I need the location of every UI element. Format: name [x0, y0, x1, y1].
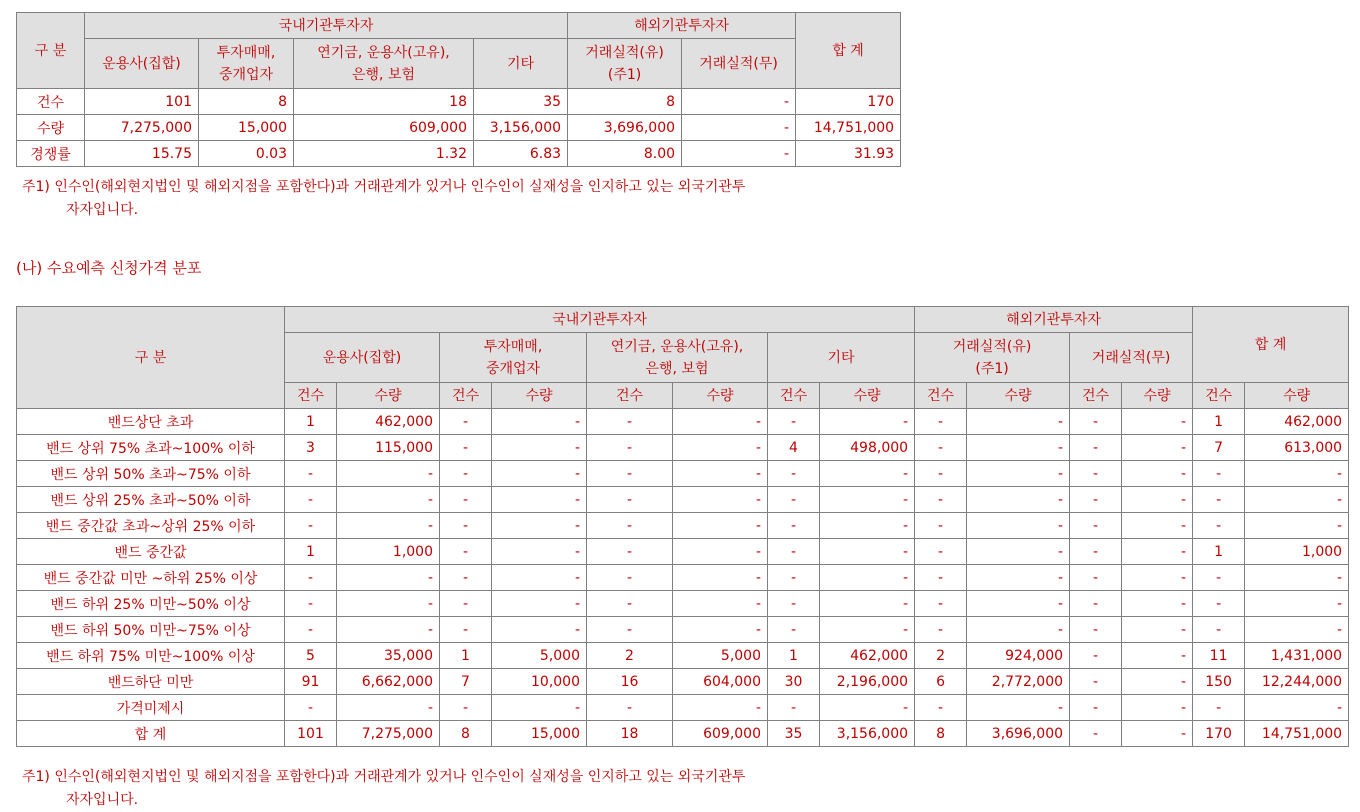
- table-cell: -: [673, 461, 768, 487]
- table-cell: -: [337, 695, 440, 721]
- table-cell: -: [1245, 695, 1349, 721]
- table-cell: 31.93: [796, 141, 901, 167]
- table-row: [17, 115, 901, 141]
- section-title: (나) 수요예측 신청가격 분포: [16, 259, 202, 277]
- table-cell: -: [1070, 695, 1122, 721]
- column-header: 운용사(집합): [285, 333, 440, 383]
- column-header: 기타: [474, 39, 568, 89]
- header-domestic: 국내기관투자자: [85, 13, 568, 39]
- table-cell: 5,000: [492, 643, 587, 669]
- table-cell: -: [820, 565, 915, 591]
- table-cell: -: [673, 617, 768, 643]
- table-row: [17, 695, 1349, 721]
- table-cell: -: [1193, 461, 1245, 487]
- table-cell: -: [673, 409, 768, 435]
- table-cell: -: [1245, 565, 1349, 591]
- table-cell: 15,000: [492, 721, 587, 747]
- table-cell: -: [285, 487, 337, 513]
- table-row: [17, 591, 1349, 617]
- table-cell: 15.75: [85, 141, 199, 167]
- table-cell: -: [285, 695, 337, 721]
- table-cell: -: [1245, 591, 1349, 617]
- table-cell: 12,244,000: [1245, 669, 1349, 695]
- subheader-qty: 수량: [337, 383, 440, 409]
- table-row: [17, 643, 1349, 669]
- table-cell: -: [587, 695, 673, 721]
- table-cell: -: [1070, 435, 1122, 461]
- table-cell: -: [1193, 591, 1245, 617]
- table-cell: -: [492, 617, 587, 643]
- header-foreign: 해외기관투자자: [915, 307, 1193, 333]
- table-cell: 1: [1193, 539, 1245, 565]
- header-total: 합 계: [1193, 307, 1349, 383]
- table-row: [17, 435, 1349, 461]
- table-cell: 462,000: [337, 409, 440, 435]
- table-cell: 16: [587, 669, 673, 695]
- table-cell: 35,000: [337, 643, 440, 669]
- table-cell: 609,000: [294, 115, 474, 141]
- table-cell: -: [967, 409, 1070, 435]
- table-cell: -: [440, 695, 492, 721]
- subheader-qty: 수량: [820, 383, 915, 409]
- table-cell: 613,000: [1245, 435, 1349, 461]
- row-label: 밴드 중간값 초과~상위 25% 이하: [17, 513, 285, 539]
- table-cell: -: [492, 513, 587, 539]
- table-cell: -: [967, 591, 1070, 617]
- row-label: 건수: [17, 89, 85, 115]
- table-cell: 609,000: [673, 721, 768, 747]
- table-cell: 30: [768, 669, 820, 695]
- table-cell: -: [1122, 539, 1193, 565]
- table-cell: -: [768, 565, 820, 591]
- row-label: 밴드상단 초과: [17, 409, 285, 435]
- table-cell: 115,000: [337, 435, 440, 461]
- table-cell: 3,156,000: [474, 115, 568, 141]
- table-cell: 1: [440, 643, 492, 669]
- table-cell: -: [820, 591, 915, 617]
- table-cell: 2: [587, 643, 673, 669]
- table-cell: -: [682, 115, 796, 141]
- table-cell: 0.03: [199, 141, 294, 167]
- table-cell: -: [337, 513, 440, 539]
- table-cell: 6,662,000: [337, 669, 440, 695]
- subheader-count: 건수: [915, 383, 967, 409]
- table-cell: 2,196,000: [820, 669, 915, 695]
- column-header: 거래실적(유) (주1): [568, 39, 682, 89]
- footnote-1-line2: 자자입니다.: [66, 202, 139, 218]
- table-cell: 150: [1193, 669, 1245, 695]
- table-cell: -: [1070, 669, 1122, 695]
- row-label: 밴드하단 미만: [17, 669, 285, 695]
- table-cell: 101: [85, 89, 199, 115]
- table-row: [17, 487, 1349, 513]
- table-cell: -: [967, 695, 1070, 721]
- table-cell: -: [967, 617, 1070, 643]
- table-row: [17, 669, 1349, 695]
- table-cell: 8.00: [568, 141, 682, 167]
- table-cell: 170: [796, 89, 901, 115]
- table-cell: -: [820, 617, 915, 643]
- header-gubun: 구 분: [17, 307, 285, 409]
- table-cell: -: [1193, 617, 1245, 643]
- table-cell: -: [967, 461, 1070, 487]
- table-cell: -: [492, 461, 587, 487]
- subheader-count: 건수: [1193, 383, 1245, 409]
- table-cell: 5,000: [673, 643, 768, 669]
- table-cell: -: [1070, 513, 1122, 539]
- table-cell: -: [492, 565, 587, 591]
- price-distribution-table: [16, 306, 1349, 747]
- column-header: 거래실적(무): [1070, 333, 1193, 383]
- table-cell: -: [1122, 721, 1193, 747]
- table-row: [17, 89, 901, 115]
- table-cell: 2,772,000: [967, 669, 1070, 695]
- column-header: 거래실적(무): [682, 39, 796, 89]
- footnote-1-line1: 주1) 인수인(해외현지법인 및 해외지점을 포함한다)과 거래관계가 있거나 인수인이 실재성을 인지하고 있는 외국기관투: [22, 179, 746, 195]
- table-cell: -: [285, 513, 337, 539]
- table-cell: -: [492, 409, 587, 435]
- table-cell: -: [682, 89, 796, 115]
- table-cell: -: [337, 591, 440, 617]
- row-label: 합 계: [17, 721, 285, 747]
- table-row: [17, 409, 1349, 435]
- row-label: 밴드 중간값 미만 ~하위 25% 이상: [17, 565, 285, 591]
- table-cell: 14,751,000: [1245, 721, 1349, 747]
- table-cell: 170: [1193, 721, 1245, 747]
- row-label: 밴드 상위 25% 초과~50% 이하: [17, 487, 285, 513]
- column-header: 투자매매, 중개업자: [440, 333, 587, 383]
- table-cell: 2: [915, 643, 967, 669]
- table-cell: -: [768, 617, 820, 643]
- table-cell: -: [440, 435, 492, 461]
- column-header: 기타: [768, 333, 915, 383]
- table-cell: 18: [294, 89, 474, 115]
- table-cell: -: [682, 141, 796, 167]
- table-cell: -: [492, 591, 587, 617]
- row-label: 밴드 하위 50% 미만~75% 이상: [17, 617, 285, 643]
- table-row: [17, 513, 1349, 539]
- table-cell: -: [1070, 409, 1122, 435]
- table-cell: -: [673, 513, 768, 539]
- table-cell: -: [440, 617, 492, 643]
- table-cell: -: [967, 487, 1070, 513]
- table-cell: -: [915, 617, 967, 643]
- subheader-qty: 수량: [1122, 383, 1193, 409]
- table-cell: 462,000: [820, 643, 915, 669]
- table-cell: 8: [440, 721, 492, 747]
- table-cell: 924,000: [967, 643, 1070, 669]
- table-cell: -: [587, 591, 673, 617]
- column-header: 연기금, 운용사(고유), 은행, 보험: [587, 333, 768, 383]
- table-cell: -: [1122, 617, 1193, 643]
- table-cell: -: [915, 461, 967, 487]
- table-cell: -: [285, 565, 337, 591]
- row-label: 밴드 중간값: [17, 539, 285, 565]
- table-cell: -: [967, 539, 1070, 565]
- table-cell: -: [492, 487, 587, 513]
- table-cell: 35: [474, 89, 568, 115]
- table-cell: 10,000: [492, 669, 587, 695]
- table-cell: -: [1122, 591, 1193, 617]
- table-cell: -: [285, 591, 337, 617]
- table-cell: -: [440, 565, 492, 591]
- table-cell: -: [673, 695, 768, 721]
- table-cell: -: [768, 409, 820, 435]
- subheader-qty: 수량: [967, 383, 1070, 409]
- table-cell: 35: [768, 721, 820, 747]
- table-cell: -: [915, 435, 967, 461]
- table-cell: 11: [1193, 643, 1245, 669]
- table-cell: -: [587, 565, 673, 591]
- subheader-count: 건수: [587, 383, 673, 409]
- footnote-1: [22, 176, 902, 222]
- table-cell: -: [915, 695, 967, 721]
- table-cell: -: [337, 565, 440, 591]
- table-cell: 8: [568, 89, 682, 115]
- table-cell: -: [673, 487, 768, 513]
- row-label: 가격미제시: [17, 695, 285, 721]
- table-cell: -: [768, 513, 820, 539]
- subheader-count: 건수: [768, 383, 820, 409]
- table-cell: 6.83: [474, 141, 568, 167]
- subheader-count: 건수: [1070, 383, 1122, 409]
- table-cell: -: [915, 487, 967, 513]
- table-cell: -: [1122, 669, 1193, 695]
- table-cell: 7,275,000: [85, 115, 199, 141]
- table-cell: -: [440, 461, 492, 487]
- table-cell: 3,696,000: [967, 721, 1070, 747]
- table-cell: -: [285, 461, 337, 487]
- table-cell: -: [1070, 643, 1122, 669]
- table-cell: -: [915, 565, 967, 591]
- table-cell: -: [915, 539, 967, 565]
- table-cell: 3: [285, 435, 337, 461]
- table-cell: -: [915, 513, 967, 539]
- table-cell: 3,696,000: [568, 115, 682, 141]
- table-cell: -: [337, 487, 440, 513]
- footnote-2-line2: 자자입니다.: [66, 792, 139, 808]
- table-cell: -: [673, 591, 768, 617]
- table-cell: -: [1245, 461, 1349, 487]
- table-cell: -: [820, 461, 915, 487]
- table-cell: 1: [768, 643, 820, 669]
- table-cell: -: [440, 409, 492, 435]
- table-cell: -: [1245, 487, 1349, 513]
- table-cell: -: [587, 487, 673, 513]
- table-cell: -: [915, 591, 967, 617]
- table-cell: -: [1193, 565, 1245, 591]
- table-cell: -: [1122, 513, 1193, 539]
- table-cell: 498,000: [820, 435, 915, 461]
- table-cell: -: [1122, 435, 1193, 461]
- table-cell: -: [492, 435, 587, 461]
- table-cell: -: [285, 617, 337, 643]
- table-cell: -: [768, 695, 820, 721]
- table-cell: -: [768, 539, 820, 565]
- subheader-qty: 수량: [673, 383, 768, 409]
- table-row: [17, 617, 1349, 643]
- table-cell: 1: [285, 409, 337, 435]
- table-cell: 101: [285, 721, 337, 747]
- table-cell: -: [820, 539, 915, 565]
- table-cell: 462,000: [1245, 409, 1349, 435]
- table-cell: -: [587, 539, 673, 565]
- table-cell: 1,431,000: [1245, 643, 1349, 669]
- table-cell: -: [1193, 487, 1245, 513]
- footnote-2-line1: 주1) 인수인(해외현지법인 및 해외지점을 포함한다)과 거래관계가 있거나 인수인이 실재성을 인지하고 있는 외국기관투: [22, 769, 746, 785]
- table-cell: 1: [1193, 409, 1245, 435]
- table-cell: -: [587, 435, 673, 461]
- table-cell: 7,275,000: [337, 721, 440, 747]
- table-cell: -: [820, 513, 915, 539]
- table-cell: -: [768, 591, 820, 617]
- table-cell: 18: [587, 721, 673, 747]
- table-row: [17, 141, 901, 167]
- table-row: [17, 539, 1349, 565]
- header-foreign: 해외기관투자자: [568, 13, 796, 39]
- subheader-qty: 수량: [1245, 383, 1349, 409]
- table-cell: -: [967, 513, 1070, 539]
- table-cell: -: [820, 487, 915, 513]
- row-label: 밴드 상위 50% 초과~75% 이하: [17, 461, 285, 487]
- table-cell: -: [967, 565, 1070, 591]
- table-cell: 91: [285, 669, 337, 695]
- table-cell: -: [1122, 487, 1193, 513]
- table-cell: 15,000: [199, 115, 294, 141]
- table-cell: -: [673, 565, 768, 591]
- table-cell: -: [587, 461, 673, 487]
- column-header: 운용사(집합): [85, 39, 199, 89]
- table-cell: -: [1070, 721, 1122, 747]
- table-cell: -: [1245, 617, 1349, 643]
- table-cell: 4: [768, 435, 820, 461]
- row-label: 밴드 하위 75% 미만~100% 이상: [17, 643, 285, 669]
- header-gubun: 구 분: [17, 13, 85, 89]
- table-row: [17, 461, 1349, 487]
- subheader-count: 건수: [285, 383, 337, 409]
- column-header: 거래실적(유) (주1): [915, 333, 1070, 383]
- table-cell: -: [1070, 617, 1122, 643]
- table-cell: -: [1070, 487, 1122, 513]
- subheader-qty: 수량: [492, 383, 587, 409]
- table-cell: -: [1245, 513, 1349, 539]
- column-header: 연기금, 운용사(고유), 은행, 보험: [294, 39, 474, 89]
- row-label: 경쟁률: [17, 141, 85, 167]
- table-row: [17, 721, 1349, 747]
- table-cell: 7: [1193, 435, 1245, 461]
- table-cell: -: [587, 513, 673, 539]
- table-cell: -: [1070, 565, 1122, 591]
- table-cell: -: [337, 461, 440, 487]
- table-cell: -: [673, 435, 768, 461]
- table-cell: -: [440, 539, 492, 565]
- table-cell: 3,156,000: [820, 721, 915, 747]
- table-cell: -: [1122, 461, 1193, 487]
- table-cell: -: [768, 461, 820, 487]
- table-cell: -: [1070, 461, 1122, 487]
- row-label: 밴드 상위 75% 초과~100% 이하: [17, 435, 285, 461]
- table-cell: -: [1122, 695, 1193, 721]
- table-cell: -: [1070, 591, 1122, 617]
- table-cell: -: [1122, 565, 1193, 591]
- table-cell: 5: [285, 643, 337, 669]
- table-cell: -: [673, 539, 768, 565]
- table-cell: 1,000: [1245, 539, 1349, 565]
- table-cell: 1: [285, 539, 337, 565]
- competition-summary-table: [16, 12, 901, 167]
- table-cell: -: [1193, 513, 1245, 539]
- table-cell: -: [1193, 695, 1245, 721]
- table-cell: 7: [440, 669, 492, 695]
- table-cell: -: [1070, 539, 1122, 565]
- table-cell: -: [587, 617, 673, 643]
- table-row: [17, 565, 1349, 591]
- row-label: 수량: [17, 115, 85, 141]
- table-cell: 14,751,000: [796, 115, 901, 141]
- table-cell: 1,000: [337, 539, 440, 565]
- table-cell: -: [820, 409, 915, 435]
- column-header: 투자매매, 중개업자: [199, 39, 294, 89]
- table-cell: -: [492, 695, 587, 721]
- table-cell: -: [337, 617, 440, 643]
- subheader-count: 건수: [440, 383, 492, 409]
- table-cell: -: [440, 487, 492, 513]
- table-cell: 8: [915, 721, 967, 747]
- header-total: 합 계: [796, 13, 901, 89]
- table-cell: -: [587, 409, 673, 435]
- table-cell: 6: [915, 669, 967, 695]
- table-cell: 1.32: [294, 141, 474, 167]
- table-cell: -: [1122, 409, 1193, 435]
- table-cell: -: [820, 695, 915, 721]
- table-cell: -: [915, 409, 967, 435]
- table-cell: 8: [199, 89, 294, 115]
- footnote-2: [22, 766, 902, 812]
- table-cell: -: [440, 513, 492, 539]
- table-cell: -: [768, 487, 820, 513]
- row-label: 밴드 하위 25% 미만~50% 이상: [17, 591, 285, 617]
- table-cell: -: [440, 591, 492, 617]
- table-cell: -: [1122, 643, 1193, 669]
- table-cell: -: [492, 539, 587, 565]
- table-cell: -: [967, 435, 1070, 461]
- header-domestic: 국내기관투자자: [285, 307, 915, 333]
- table-cell: 604,000: [673, 669, 768, 695]
